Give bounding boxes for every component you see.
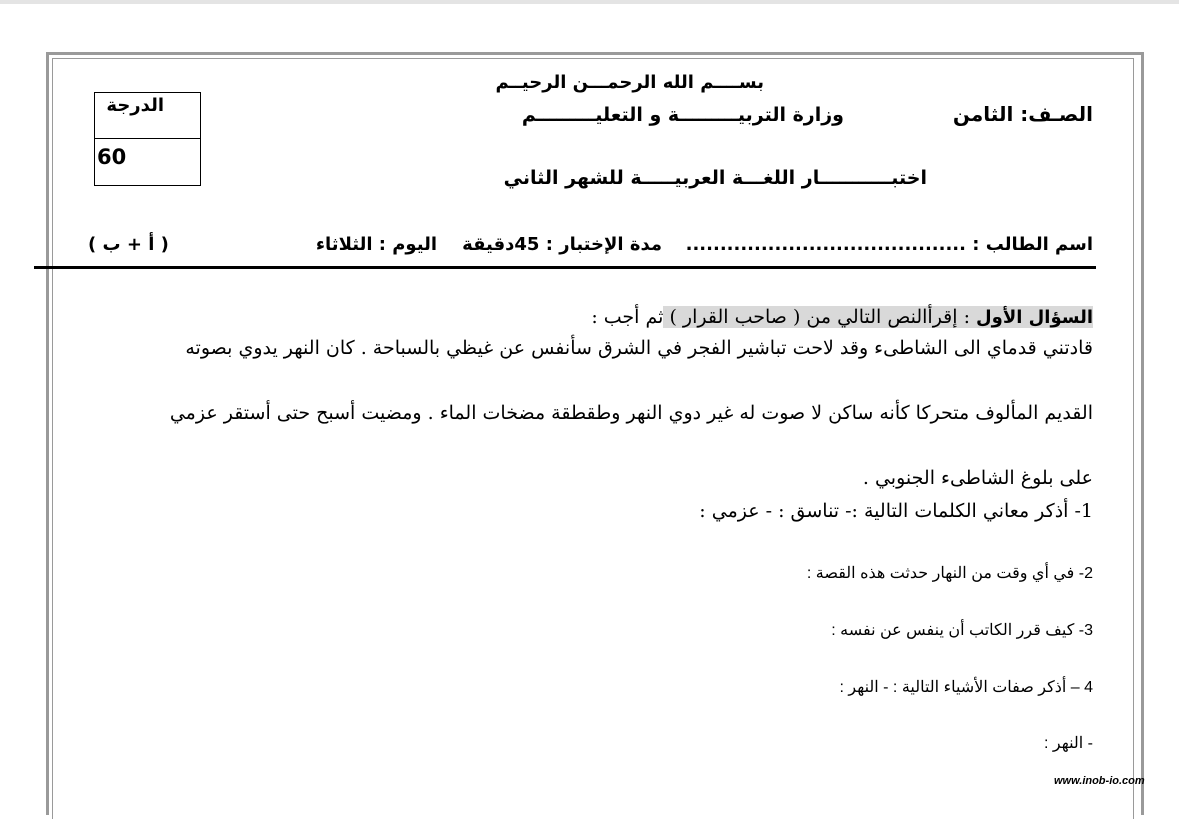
exam-title: اختبـــــــــــار اللغـــة العربيـــــة للشهر الثاني bbox=[503, 167, 927, 189]
ministry-name: وزارة التربيـــــــــة و التعليـــــــــم bbox=[521, 104, 844, 126]
footer-url: www.inob-io.com bbox=[1054, 775, 1145, 787]
question-item-5: - النهر : bbox=[1043, 735, 1093, 752]
grade-box-divider bbox=[95, 138, 200, 139]
question1-instruction-tail: ثم أجب : bbox=[591, 306, 664, 328]
grade-box-label: الدرجة bbox=[106, 95, 164, 116]
question-item-3: 3- كيف قرر الكاتب أن ينفس عن نفسه : bbox=[831, 622, 1093, 639]
exam-duration: مدة الإختبار : 45دقيقة bbox=[462, 234, 662, 255]
header-divider bbox=[34, 266, 1096, 269]
question1-label: السؤال الأول bbox=[976, 307, 1093, 328]
question-item-2: 2- في أي وقت من النهار حدثت هذه القصة : bbox=[806, 565, 1093, 582]
top-bar bbox=[0, 0, 1179, 4]
question1-instruction: : إقرأالنص التالي من ( صاحب القرار ) bbox=[663, 306, 977, 328]
question1-heading bbox=[591, 306, 1093, 328]
section-label: ( أ + ب ) bbox=[88, 234, 169, 255]
passage-line-1: قادتني قدماي الى الشاطىء وقد لاحت تباشير الفجر في الشرق سأنفس عن غيظي بالسباحة . كان النهر يدوي بصوته bbox=[185, 337, 1093, 359]
basmala: بســــم الله الرحمـــن الرحيــم bbox=[495, 72, 764, 93]
passage-line-3: على بلوغ الشاطىء الجنوبي . bbox=[862, 467, 1093, 489]
exam-day: اليوم : الثلاثاء bbox=[315, 234, 437, 255]
question-item-1: 1- أذكر معاني الكلمات التالية :- تناسق : - عزمي : bbox=[699, 500, 1093, 522]
student-name-field: اسم الطالب : ......................................... bbox=[685, 234, 1093, 255]
grade-box bbox=[94, 92, 201, 186]
class-label: الصـف: الثامن bbox=[952, 102, 1093, 126]
grade-box-value: 60 bbox=[97, 145, 127, 169]
question-item-4: 4 – أذكر صفات الأشياء التالية : - النهر : bbox=[839, 679, 1093, 696]
passage-line-2: القديم المألوف متحركا كأنه ساكن لا صوت له غير دوي النهر وطقطقة مضخات الماء . ومضيت أسبح حتى أستقر عزمي bbox=[169, 402, 1093, 424]
